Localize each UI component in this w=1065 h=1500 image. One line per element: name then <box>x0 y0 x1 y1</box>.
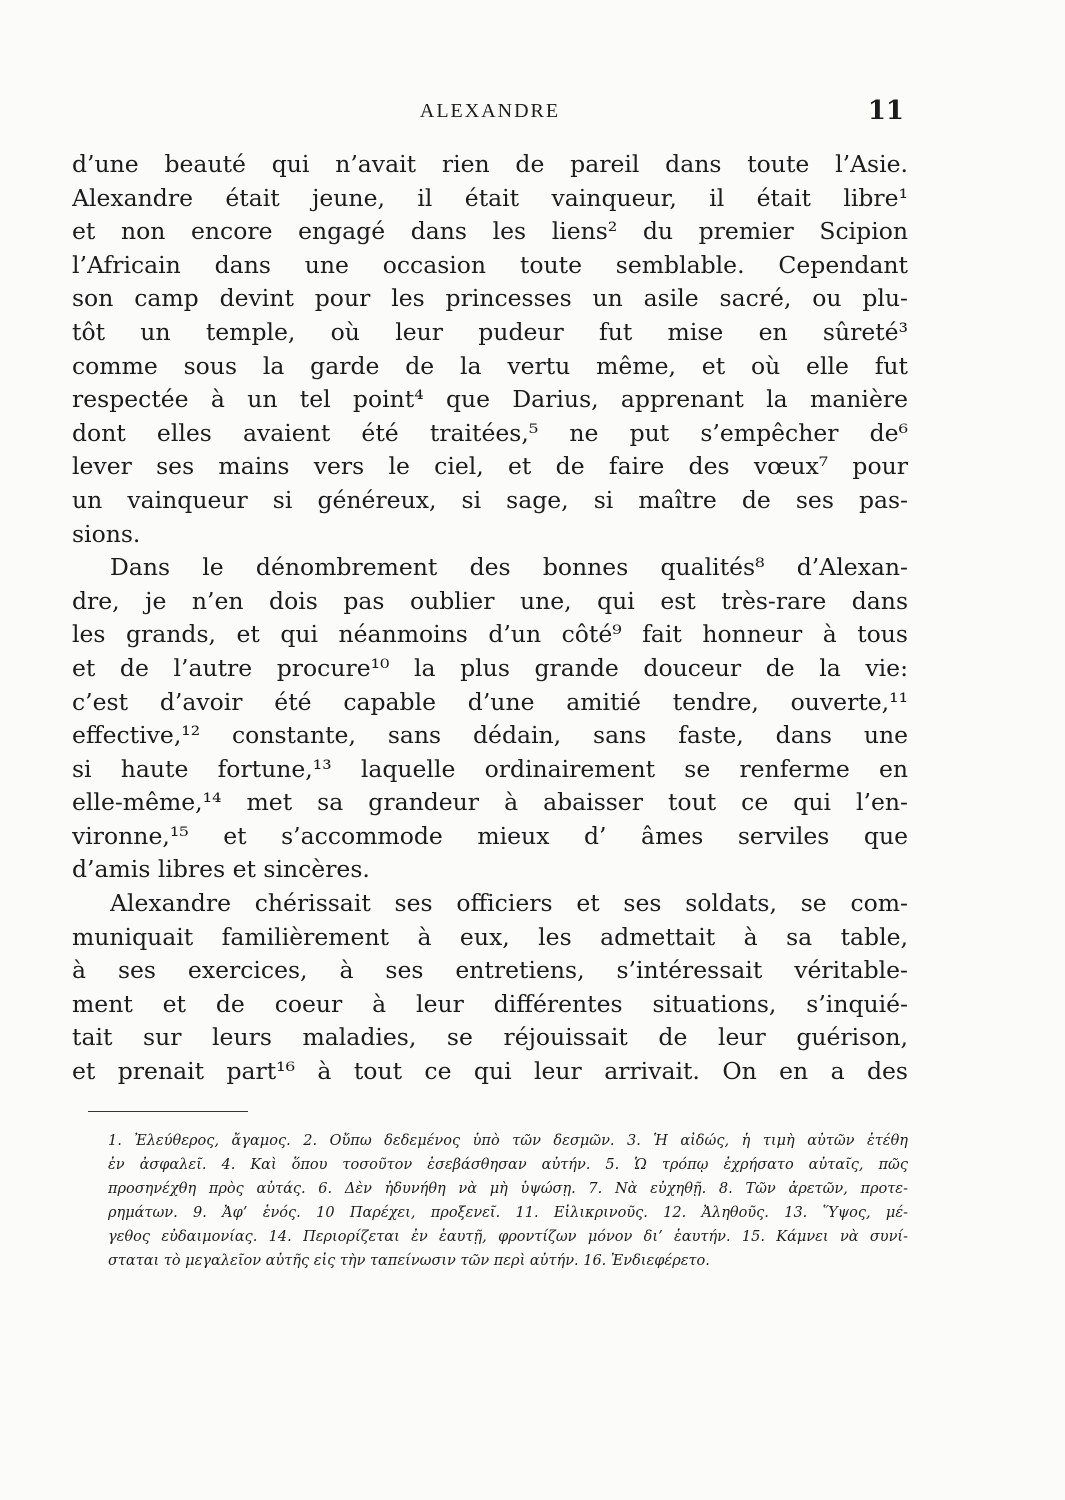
text-line: ment et de coeur à leur différentes situations, s’inquié- <box>72 989 908 1018</box>
text-line: à ses exercices, à ses entretiens, s’intéressait véritable- <box>72 956 908 985</box>
footnote-line: προσηνέχθη πρὸς αὐτάς. 6. Δὲν ἠδυνήθη νὰ μὴ ὑψώσῃ. 7. Νὰ εὐχηθῇ. 8. Τῶν ἀρετῶν, προτε- <box>108 1181 908 1197</box>
text-line: un vainqueur si généreux, si sage, si maître de ses pas- <box>72 485 908 514</box>
footnote-divider <box>88 1111 248 1112</box>
footnote-line: σταται τὸ μεγαλεῖον αὐτῆς εἰς τὴν ταπείνωσιν τῶν περὶ αὐτήν. 16. Ἐνδιεφέρετο. <box>108 1253 710 1269</box>
text-line: les grands, et qui néanmoins d’un côté⁹ fait honneur à tous <box>72 620 908 649</box>
page-header <box>72 96 908 136</box>
running-head: ALEXANDRE <box>419 100 561 122</box>
footnote-line: ρημάτων. 9. Ἀφ’ ἑνός. 10 Παρέχει, προξενεῖ. 11. Εἰλικρινοῦς. 12. Ἀληθοῦς. 13. Ὕψος, μέ- <box>108 1205 908 1221</box>
text-line: son camp devint pour les princesses un asile sacré, ou plu- <box>72 284 908 313</box>
paragraph-3 <box>72 887 908 1089</box>
text-line: dont elles avaient été traitées,⁵ ne put s’empêcher de⁶ <box>72 418 908 447</box>
text-line: et de l’autre procure¹⁰ la plus grande douceur de la vie: <box>72 653 908 682</box>
text-line: lever ses mains vers le ciel, et de faire des vœux⁷ pour <box>72 452 908 481</box>
text-line: d’une beauté qui n’avait rien de pareil dans toute l’Asie. <box>72 150 908 178</box>
page-number: 11 <box>867 96 904 126</box>
text-line: c’est d’avoir été capable d’une amitié tendre, ouverte,¹¹ <box>72 687 908 716</box>
text-line: dre, je n’en dois pas oublier une, qui est très-rare dans <box>72 586 908 615</box>
paragraph-2 <box>72 551 908 887</box>
text-line: elle-même,¹⁴ met sa grandeur à abaisser tout ce qui l’en- <box>72 788 908 817</box>
text-line: Dans le dénombrement des bonnes qualités⁸ d’Alexan- <box>110 553 908 582</box>
text-line: et prenait part¹⁶ à tout ce qui leur arrivait. On en a des <box>72 1057 908 1086</box>
text-line: respectée à un tel point⁴ que Darius, apprenant la manière <box>72 385 908 414</box>
text-line: si haute fortune,¹³ laquelle ordinairement se renferme en <box>72 754 908 783</box>
text-line: comme sous la garde de la vertu même, et où elle fut <box>72 351 908 380</box>
text-line: Alexandre chérissait ses officiers et ses soldats, se com- <box>110 889 908 918</box>
footnotes <box>108 1129 908 1273</box>
paragraph-1 <box>72 148 908 551</box>
text-line: l’Africain dans une occasion toute semblable. Cependant <box>72 250 908 279</box>
text-line: tôt un temple, où leur pudeur fut mise en sûreté³ <box>72 317 908 346</box>
text-line: muniquait familièrement à eux, les admettait à sa table, <box>72 922 908 951</box>
text-line: vironne,¹⁵ et s’accommode mieux d’ âmes serviles que <box>72 821 908 850</box>
text-line: effective,¹² constante, sans dédain, sans faste, dans une <box>72 721 908 750</box>
footnote-line: 1. Ἐλεύθερος, ἄγαμος. 2. Οὔπω δεδεμένος ὑπὸ τῶν δεσμῶν. 3. Ἡ αἰδώς, ἡ τιμὴ αὐτῶν ἐτέθη <box>108 1133 908 1149</box>
footnote-line: γεθος εὐδαιμονίας. 14. Περιορίζεται ἐν ἑαυτῇ, φροντίζων μόνον δι’ ἑαυτήν. 15. Κάμνει νὰ συνί- <box>108 1229 908 1245</box>
footnote-line: ἐν ἀσφαλεῖ. 4. Καὶ ὅπου τοσοῦτον ἐσεβάσθησαν αὐτήν. 5. Ὡ τρόπῳ ἐχρήσατο αὐταῖς, πῶς <box>108 1157 908 1173</box>
text-line: et non encore engagé dans les liens² du premier Scipion <box>72 217 908 246</box>
main-text <box>72 148 908 1089</box>
text-line: sions. <box>72 519 141 548</box>
text-line: Alexandre était jeune, il était vainqueur, il était libre¹ <box>72 183 908 212</box>
text-line: tait sur leurs maladies, se réjouissait de leur guérison, <box>72 1023 908 1052</box>
text-line: d’amis libres et sincères. <box>72 855 370 884</box>
